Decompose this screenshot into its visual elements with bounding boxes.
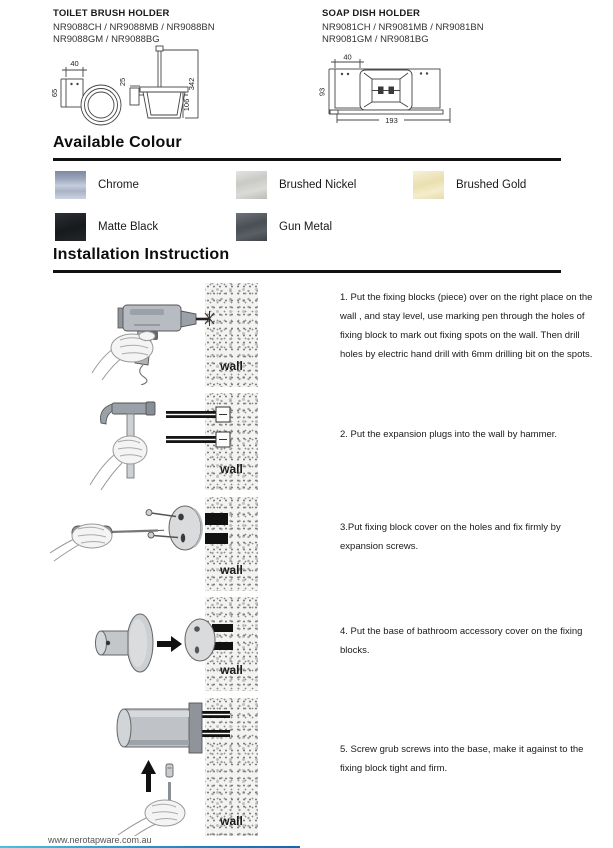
installation-instruction-heading: Installation Instruction <box>53 246 230 263</box>
brushed-gold-swatch <box>413 171 444 199</box>
colour-item-gun-metal <box>236 213 332 241</box>
base-mounting-illustration <box>48 597 273 692</box>
arrow-up-icon <box>141 760 156 792</box>
cup-rim-side-view <box>140 87 188 92</box>
product-title: TOILET BRUSH HOLDER <box>53 8 170 19</box>
step-3-text: 3.Put fixing block cover on the holes and fix firmly by expansion screws. <box>340 522 561 552</box>
wall-label: wall <box>220 359 243 373</box>
available-colour-heading: Available Colour <box>53 134 182 151</box>
drill-illustration <box>48 285 273 385</box>
step-4-text: 4. Put the base of bathroom accessory cover on the fixing blocks. <box>340 626 583 656</box>
colour-label: Matte Black <box>98 221 159 233</box>
screwdriver-illustration <box>48 497 273 592</box>
grub-screw-illustration <box>48 698 273 836</box>
footer-website-link[interactable]: www.nerotapware.com.au <box>48 835 152 845</box>
product-title: SOAP DISH HOLDER <box>322 8 421 19</box>
product-block-toilet-brush-holder <box>53 8 318 46</box>
dim-label-40: 40 <box>343 52 352 62</box>
wall-label: wall <box>220 462 243 476</box>
wall-plate-side-view <box>130 88 139 105</box>
model-line: NR9081CH / NR9081MB / NR9081BN <box>322 22 484 33</box>
matte-black-swatch <box>55 213 86 241</box>
dim-label-342: 342 <box>187 77 196 91</box>
colour-label: Gun Metal <box>279 221 333 233</box>
expansion-plugs <box>166 407 230 447</box>
bracket-front-view <box>66 79 83 107</box>
toilet-brush-holder-dimension-drawing <box>48 42 263 130</box>
hand-holding-hammer <box>90 436 147 490</box>
model-line: NR9081GM / NR9081BG <box>322 34 429 45</box>
section-divider <box>53 270 561 273</box>
step-1-text: 1. Put the fixing blocks (piece) over on the right place on the wall , and stay level, use marking pen through the holes of fixing block to mark out fixing spots on the wall. Then drill holes by electric hand drill with 6mm drilling bit on the spots. <box>340 292 593 360</box>
plugs-in-wall <box>205 513 228 544</box>
hand-holding-allen-key <box>118 800 185 836</box>
colour-item-chrome <box>55 171 139 199</box>
hammer-illustration <box>48 393 273 493</box>
dim-label-25: 25 <box>118 77 127 87</box>
chrome-swatch <box>55 171 86 199</box>
fixing-block-cover <box>169 506 202 550</box>
colour-label: Brushed Gold <box>456 179 527 191</box>
colour-label: Chrome <box>98 179 139 191</box>
colour-item-matte-black <box>55 213 158 241</box>
model-line: NR9088CH / NR9088MB / NR9088BN <box>53 22 215 33</box>
grub-screw <box>166 764 173 777</box>
wall-label: wall <box>220 563 243 577</box>
dim-label-93: 93 <box>318 87 327 97</box>
hand-holding-drill <box>92 332 155 381</box>
wall-label: wall <box>220 663 243 677</box>
dim-label-193: 193 <box>385 116 398 125</box>
ring-front-view <box>81 85 121 125</box>
colour-item-brushed-gold <box>413 171 526 199</box>
product-block-soap-dish-holder <box>322 8 587 46</box>
colour-label: Brushed Nickel <box>279 179 357 191</box>
hand-holding-screwdriver <box>50 524 112 561</box>
dim-label-106: 106 <box>182 98 191 112</box>
step-2-text: 2. Put the expansion plugs into the wall by hammer. <box>340 429 558 440</box>
arrow-right-icon <box>157 636 182 652</box>
product-model-numbers <box>322 22 587 46</box>
wall-label: wall <box>220 814 243 828</box>
dim-label-65: 65 <box>50 88 59 98</box>
soap-dish-holder-dimension-drawing <box>318 52 493 127</box>
colour-item-brushed-nickel <box>236 171 356 199</box>
drill-cord <box>140 365 147 385</box>
model-line: NR9088GM / NR9088BG <box>53 34 160 45</box>
section-divider <box>53 158 561 161</box>
dim-label-40: 40 <box>70 59 79 68</box>
gun-metal-swatch <box>236 213 267 241</box>
accessory-base-side-view <box>96 614 154 672</box>
cover-on-wall <box>185 619 233 661</box>
mounted-base-cylinder <box>117 703 230 753</box>
step-5-text: 5. Screw grub screws into the base, make it against to the fixing block tight and firm. <box>340 744 584 774</box>
brushed-nickel-swatch <box>236 171 267 199</box>
